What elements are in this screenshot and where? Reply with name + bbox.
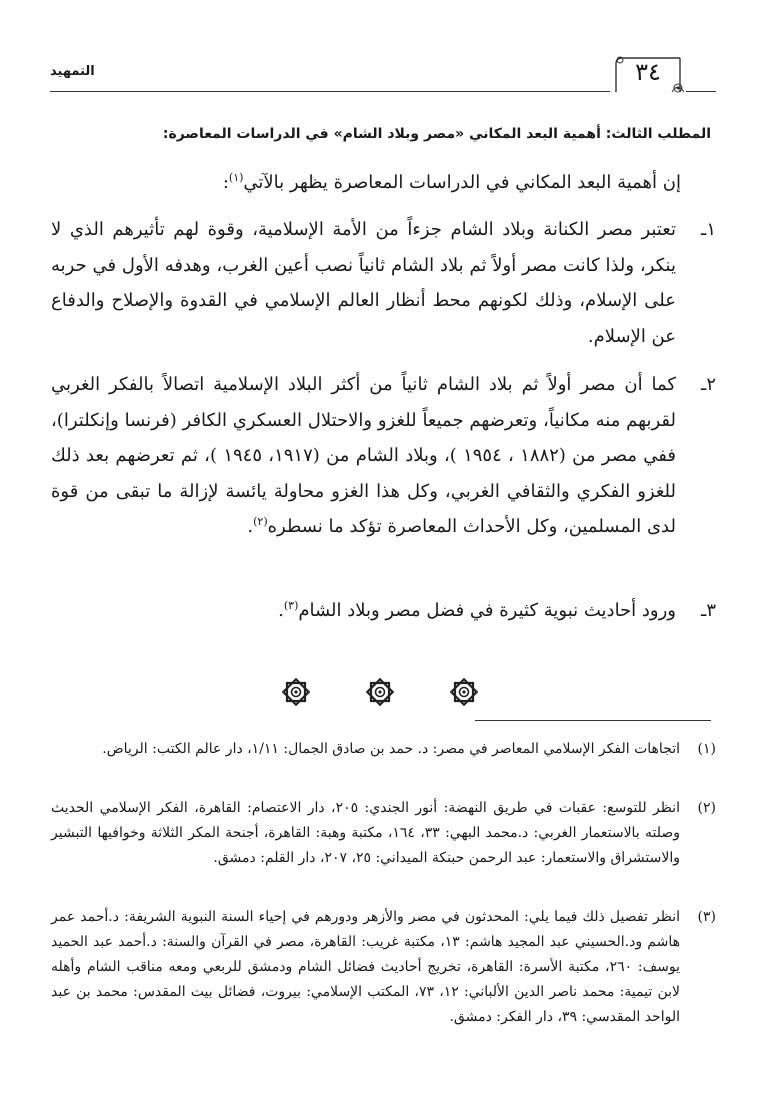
- footnote-ref: (١): [228, 171, 244, 184]
- list-item: [51, 212, 716, 354]
- footnote: [51, 737, 716, 762]
- star-ornament-icon: [280, 676, 312, 708]
- star-ornament-icon: [364, 676, 396, 708]
- header-rule-right: [686, 91, 716, 92]
- item-tail: .: [247, 516, 254, 537]
- item-text: تعتبر مصر الكنانة وبلاد الشام جزءاً من الأمة الإسلامية، وقوة لهم تأثيرهم الذي لا ينكر، ولذا كانت مصر أولاً ثم بلاد الشام ثانياً نصب أعين الغرب، وهدفه الأول في حربه على الإسلام، وذلك لكونهم محط أنظار العالم الإسلامي في القدوة والإصلاح والدفاع عن الإسلام.: [51, 219, 676, 347]
- footnote-ref: (٣): [283, 599, 299, 612]
- intro-paragraph: [71, 172, 681, 193]
- page-number: ٣٤: [635, 58, 661, 86]
- list-item: [51, 593, 716, 629]
- footnote-separator: [475, 720, 711, 721]
- footnote-number: (٣): [697, 909, 716, 925]
- header-rule: [50, 91, 610, 92]
- section-end-ornaments: [280, 676, 480, 708]
- item-number: ١ـ: [701, 219, 716, 240]
- footnote: [51, 796, 716, 871]
- footnote-number: (١): [697, 741, 716, 757]
- footnote-number: (٢): [697, 800, 716, 816]
- item-body: كما أن مصر أولاً ثم بلاد الشام ثانياً من أكثر البلاد الإسلامية اتصالاً بالفكر الغربي لقربهم منه مكانياً، وتعرضهم جميعاً للغزو والاحتلال العسكري الكافر (فرنسا وإنكلترا)، ففي مصر من (١٨٨٢ ، ١٩٥٤ )، وبلاد الشام من (١٩١٧، ١٩٤٥ )، ثم تعرضهم بعد ذلك للغزو الفكري والثقافي الغربي، وكل هذا الغزو محاولة يائسة لإزالة ما تبقى من قوة لدى المسلمين، وكل الأحداث المعاصرة تؤكد ما نسطره: [51, 374, 676, 537]
- item-text: [51, 593, 676, 629]
- section-heading: المطلب الثالث: أهمية البعد المكاني «مصر وبلاد الشام» في الدراسات المعاصرة:: [162, 126, 711, 142]
- intro-tail: :: [222, 172, 229, 193]
- footnote-ref: (٢): [253, 515, 268, 528]
- item-tail: .: [278, 600, 284, 621]
- footnote-text: اتجاهات الفكر الإسلامي المعاصر في مصر: د. حمد بن صادق الجمال: ١/١١، دار عالم الكتب: الرياض.: [102, 741, 680, 757]
- footnote: [51, 905, 716, 1030]
- footnote-text: انظر تفصيل ذلك فيما يلي: المحدثون في مصر والأزهر ودورهم في إحياء السنة النبوية الشريفة: د.أحمد عمر هاشم ود.الحسيني عبد المجيد هاشم: ١٣، مكتبة غريب: القاهرة، مصر في القرآن والسنة: د.أحمد عبد الحميد يوسف: ٢٦٠، مكتبة الأسرة: القاهرة، تخريج أحاديث فضائل الشام ودمشق للربعي ومعه مناقب الشام وأهله لابن تيمية: محمد ناصر الدين الألباني: ١٢، ٧٣، المكتب الإسلامي: بيروت، فضائل بيت المقدس: محمد بن عبد الواحد المقدسي: ٣٩، دار الفكر: دمشق.: [51, 909, 681, 1025]
- list-item: [51, 367, 716, 545]
- page-number-frame: [612, 52, 684, 94]
- footnote-text: انظر للتوسع: عقبات في طريق النهضة: أنور الجندي: ٢٠٥، دار الاعتصام: القاهرة، الفكر الإسلامي الحديث وصلته بالاستعمار الغربي: د.محمد البهي: ٣٣، ١٦٤، مكتبة وهبة: القاهرة، أجنحة المكر الثلاثة وخوافيها التبشير والاستشراق والاستعمار: عبد الرحمن حبنكة الميداني: ٢٥، ٢٠٧، دار القلم: دمشق.: [51, 800, 681, 866]
- star-ornament-icon: [448, 676, 480, 708]
- intro-text: إن أهمية البعد المكاني في الدراسات المعاصرة يظهر بالآتي: [243, 172, 681, 193]
- item-number: ٣ـ: [701, 600, 716, 621]
- running-title: التمهيد: [50, 64, 95, 79]
- item-body: ورود أحاديث نبوية كثيرة في فضل مصر وبلاد الشام: [298, 600, 676, 621]
- item-text: [51, 367, 676, 545]
- item-number: ٢ـ: [701, 374, 716, 395]
